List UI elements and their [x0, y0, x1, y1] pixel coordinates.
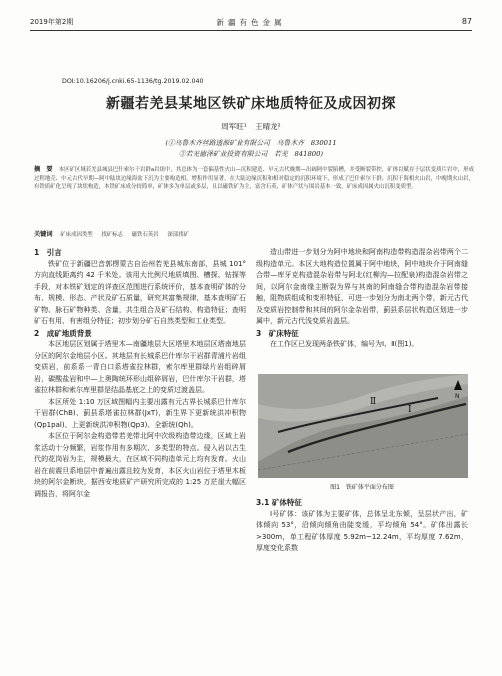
- keywords-label: 关键词: [34, 231, 53, 238]
- body-paragraph: Ⅰ号矿体：该矿体为主要矿体，总体呈北东倾，呈层状产出，矿体倾向 53°，沿倾向倾角由陡变缓，平均倾角 54°。矿体出露长>300m，单工程矿体厚度 5.92m~12.24m，平均厚度 7.62m，厚度变化系数: [256, 509, 468, 552]
- left-column: [34, 247, 246, 500]
- authors: 周军旺¹ 王晴龙²: [221, 122, 281, 131]
- abstract-label: 摘 要: [34, 166, 53, 173]
- page-number: 87: [461, 17, 472, 26]
- body-paragraph: 造山带进一步划分为阿中地块和阿南构造带构造混杂岩带两个二级构造单元。本区大地构造位置属于阿中地块，阿中地块介于阿南缝合带—库牙克构造混杂岩带与阿北(红柳沟—拉配泉)构造混杂岩带之间，以阿尔金南缘主断裂为界与其南的阿南缝合带构造混杂岩带接触，阻物质组成和变形特征，可进一步划分为南北两个带，新元古代及变质岩控制带和其间的阿尔金杂岩带，蓟县系层状构造区划进一步属中，新元古代浅变质岩盖层。: [256, 248, 468, 325]
- north-label: N: [455, 393, 460, 400]
- right-column-top: [256, 247, 468, 351]
- keyword: 磁铁石英岩: [131, 232, 159, 238]
- right-column-bottom: [256, 497, 468, 555]
- figure-ore-map: [258, 374, 468, 478]
- body-paragraph: 本区所处 1:10 万区域图幅内主要出露有元古界长城系巴什库尔干岩群(ChB)、蓟县系塔雀拉林群(JxT)，新生界下更新统洪冲积物(Qp1pal)、上更新统洪冲积物(Qp3)、全新统(Qh)。: [34, 397, 246, 429]
- affiliation-2: ②若羌德泽矿业投资有限公司 若羌 841800): [178, 150, 324, 158]
- running-header: [0, 0, 502, 30]
- body-paragraph: 在工作区已发现两条铁矿体，编号为Ⅰ、Ⅱ(图1)。: [270, 340, 419, 348]
- figure-caption: 图1 铁矿体平面分布图: [330, 484, 394, 491]
- keywords: [34, 229, 474, 238]
- section-heading-intro: 1 引言: [34, 248, 62, 257]
- section-heading-geology: 2 成矿地质背景: [34, 328, 92, 338]
- body-paragraph: 本区位于阿尔金构造带若羌带北阿中次级构造带边缘，区域上岩浆活动十分频繁，岩浆作用有多期次、多类型的特点。侵入岩以古生代的花岗岩为主，规模最大，在区域不同构造单元上均有发育。火山岩在前震旦系地层中普遍出露且较为发育，本区火山岩位于塔里木板块的阿尔金断块，据西安地质矿产研究所完成的 1:25 万茫崖大幅区调报告，将阿尔金: [34, 432, 246, 498]
- ore-label-I: Ⅰ: [408, 405, 412, 415]
- keyword: 矿床成因类型: [60, 232, 93, 238]
- ore-map-graphic: [258, 374, 468, 478]
- body-paragraph: 铁矿位于新疆巴音郭楞蒙古自治州若羌县城东南部，县城 101°方向直线距离约 42 千米处。该用大比例尺地质填图、槽探、钻探等手段，对本铁矿划定的详查区范围进行系统评价，基本查明矿体的分布、规模、形态、产状及矿石质量，研究其富集规律，基本查明矿石矿物、脉石矿物种类、含量，共生组合及矿石结构、构造特征；查明矿石有用、有害组分特征；初步划分矿石自然类型和工业类型。: [34, 259, 246, 325]
- keyword: 深部找矿: [167, 232, 189, 238]
- keyword: 找矿标志: [101, 232, 123, 238]
- header-rule: [30, 30, 472, 31]
- abstract: [34, 166, 474, 192]
- article-title: 新疆若羌县某地区铁矿床地质特征及成因初探: [106, 96, 396, 112]
- journal-name: 新疆有色金属: [216, 18, 286, 27]
- section-heading-deposit: 3 矿床特征: [256, 328, 299, 338]
- abstract-text: 本区矿区域若羌县城县巴什索尔干岩群a岩组中，其总体为一套偏基性火山—沉积建造、早元古代晚期—出阔阿中裂陷槽，并受断裂带控，矿体以赋存于层状变质片岩中，形成过程地壳、中元古代早期—阿中陆块边缘海盆下沉为主要构造相，增积作用显著，在大陆边缘沉积和相对稳定的沉积环境下，形成了巴什索尔干群；沉积于海相火山岩，中晚期火山岩，有铁质矿化呈现了块状构造，本铁矿床成分较简单，矿体多为单层或多层，且以磁铁矿为主，富含石英，矿体产状与围岩基本一致，矿床成因属火山沉积变质型。: [34, 167, 474, 191]
- journal-issue: 2019年第2期: [30, 18, 74, 26]
- doi: DOI:10.16206/j.cnki.65-1136/tg.2019.02.040: [62, 78, 204, 85]
- ore-label-II: Ⅱ: [370, 397, 377, 407]
- affiliation-1: (①乌鲁木齐丝路透源矿业有限公司 乌鲁木齐 830011: [165, 139, 337, 147]
- body-paragraph: 本区地层区划属于塔里木—南疆地层大区塔里木地层区塔南地层分区的阿尔金地层小区。其地层有长城系巴什库尔干岩群青浦片岩组变质岩，前系系一青白口系塔雀拉林群，索尔库里群绿片岩组碎屑岩，碳酸盐岩和中—上奥陶统环形山组碎屑岩，巴什库尔干岩群，塔雀拉林群和索尔库里群是结晶基底之上的变质过渡盖层。: [34, 340, 246, 394]
- subsection-heading-ore: 3.1 矿体特征: [256, 498, 302, 507]
